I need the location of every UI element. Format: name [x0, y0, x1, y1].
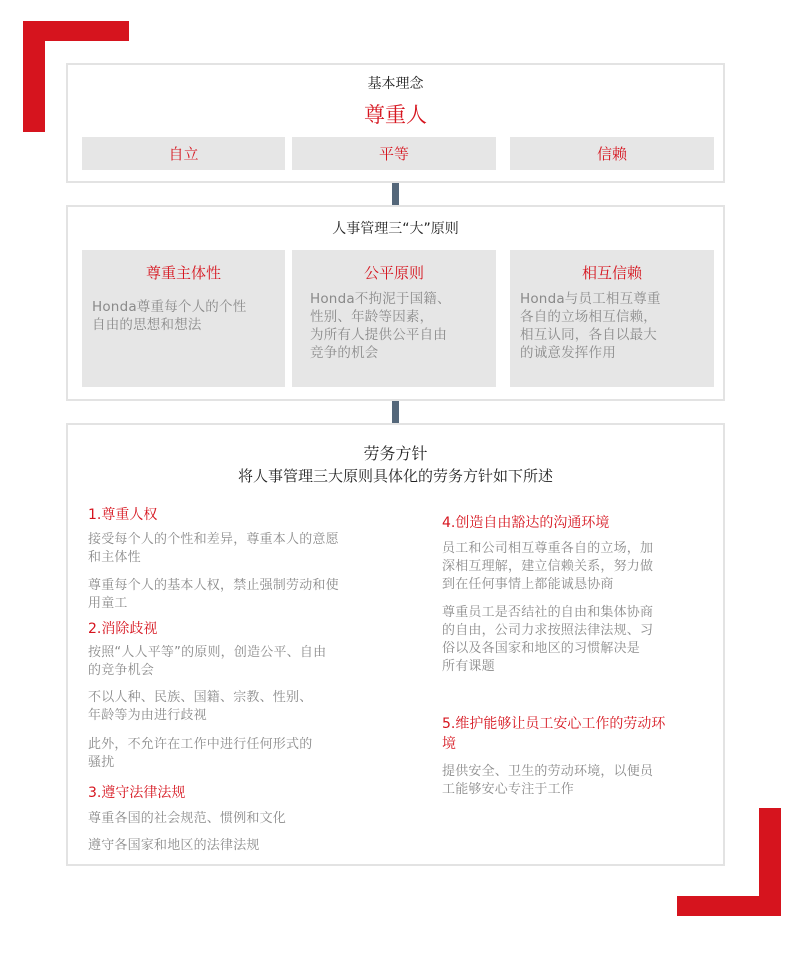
value-label: 平等	[378, 145, 409, 163]
principle-text: Honda与员工相互尊重 各自的立场相互信赖， 相互认同，各自以最大 的诚意发挥作用	[520, 291, 661, 361]
value-label: 信赖	[596, 145, 627, 163]
section-1-para-1: 接受每个人的个性和差异，尊重本人的意愿 和主体性	[88, 532, 339, 565]
basic-philosophy-panel	[66, 63, 725, 183]
basic-heading: 基本理念	[367, 76, 424, 92]
section-1-para-2: 尊重每个人的基本人权，禁止强制劳动和使 用童工	[88, 578, 339, 611]
value-label: 自立	[168, 145, 199, 163]
section-title-1: 1.尊重人权	[88, 507, 158, 523]
section-3-para-1: 尊重各国的社会规范、惯例和文化	[88, 811, 287, 826]
policy-heading: 劳务方针	[363, 444, 428, 463]
principle-card-3	[510, 250, 714, 387]
value-box-1	[82, 137, 285, 170]
value-box-3	[510, 137, 714, 170]
principle-text: Honda尊重每个人的个性 自由的思想和想法	[92, 299, 247, 333]
section-2-para-3: 此外，不允许在工作中进行任何形式的 骚扰	[88, 737, 313, 770]
section-5-para-1: 提供安全、卫生的劳动环境，以便员 工能够安心专注于工作	[442, 764, 654, 797]
principle-title: 尊重主体性	[145, 264, 221, 282]
section-2-para-1: 按照“人人平等”的原则，创造公平、自由 的竞争机会	[88, 645, 327, 678]
section-title-4: 4.创造自由豁达的沟通环境	[442, 515, 610, 531]
section-4-para-1: 员工和公司相互尊重各自的立场，加 深相互理解，建立信赖关系，努力做 到在任何事情上都能诚恳协商	[442, 541, 654, 592]
section-4-para-2: 尊重员工是否结社的自由和集体协商 的自由，公司力求按照法律法规、习 俗以及各国家和地区的习惯解决是 所有课题	[442, 605, 654, 674]
core-value: 尊重人	[364, 103, 427, 127]
principle-text: Honda不拘泥于国籍、 性别、年龄等因素， 为所有人提供公平自由 竞争的机会	[310, 291, 451, 361]
principle-card-2	[292, 250, 496, 387]
principle-card-1	[82, 250, 285, 387]
corner-bracket-bottom-right	[677, 896, 781, 916]
principle-title: 相互信赖	[581, 264, 642, 282]
connector-line	[392, 401, 399, 423]
section-3-para-2: 遵守各国家和地区的法律法规	[88, 838, 260, 853]
section-title-2: 2.消除歧视	[88, 621, 158, 637]
principle-title: 公平原则	[363, 264, 424, 282]
section-2-para-2: 不以人种、民族、国籍、宗教、性别、 年龄等为由进行歧视	[88, 690, 313, 723]
policy-subheading: 将人事管理三大原则具体化的劳务方针如下所述	[237, 467, 553, 485]
connector-line	[392, 183, 399, 205]
corner-bracket-top-left	[23, 21, 45, 132]
section-title-5: 5.维护能够让员工安心工作的劳动环 境	[442, 716, 666, 752]
value-box-2	[292, 137, 496, 170]
section-title-3: 3.遵守法律法规	[88, 785, 186, 801]
principles-panel	[66, 205, 725, 401]
principles-heading: 人事管理三“大”原则	[332, 221, 459, 237]
labor-policy-panel	[66, 423, 725, 866]
